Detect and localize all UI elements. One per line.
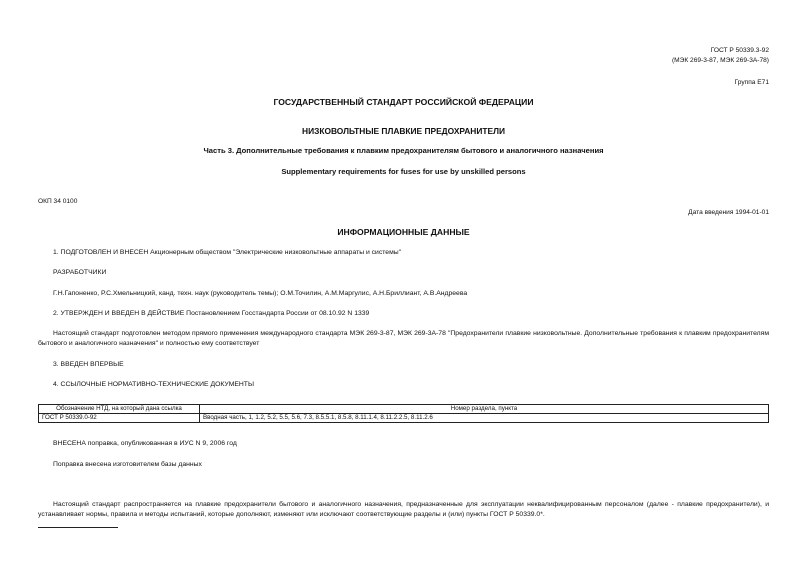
okp-code: ОКП 34 0100: [38, 198, 78, 205]
doc-number: ГОСТ Р 50339.3-92: [710, 47, 769, 54]
normative-references-heading: 4. ССЫЛОЧНЫЕ НОРМАТИВНО-ТЕХНИЧЕСКИЕ ДОКУМЕНТЫ: [53, 381, 254, 388]
footnote-divider: [38, 527, 118, 528]
amendment-notice: ВНЕСЕНА поправка, опубликованная в ИУС N 9, 2006 год: [53, 440, 237, 447]
english-title: Supplementary requirements for fuses for use by unskilled persons: [281, 167, 526, 176]
table-header-row: [39, 405, 769, 414]
state-standard-title: ГОСУДАРСТВЕННЫЙ СТАНДАРТ РОССИЙСКОЙ ФЕДЕРАЦИИ: [273, 97, 534, 107]
column-header-designation: Обозначение НТД, на который дана ссылка: [39, 405, 200, 414]
iec-references: (МЭК 269-3-87, МЭК 269-3А-78): [671, 57, 769, 64]
table-cell-section: Вводная часть, 1, 1.2, 5.2, 5.5, 5.6, 7.3, 8.5.5.1, 8.5.8, 8.11.1.4, 8.11.2.2.5, 8.11.2.6: [200, 414, 769, 423]
table-row: [39, 414, 769, 423]
document-main-title: НИЗКОВОЛЬТНЫЕ ПЛАВКИЕ ПРЕДОХРАНИТЕЛИ: [302, 126, 505, 136]
amendment-note: Поправка внесена изготовителем базы данных: [53, 461, 202, 468]
developers-heading: РАЗРАБОТЧИКИ: [53, 269, 107, 276]
column-header-section: Номер раздела, пункта: [200, 405, 769, 414]
approval-statement: 2. УТВЕРЖДЕН И ВВЕДЕН В ДЕЙСТВИЕ Постановлением Госстандарта России от 08.10.92 N 1339: [53, 310, 370, 317]
table-cell-designation: ГОСТ Р 50339.0-92: [39, 414, 200, 423]
scope-paragraph: Настоящий стандарт распространяется на плавкие предохранители бытового и аналогичного назначения, предназначенные для эксплуатации неквалифицированным персоналом (далее - плавкие предохранители), и устанавливает нормы, правила и методы испытаний, которые дополняют, изменяют или исключают соответствующие разделы и (или) пункты ГОСТ Р 50339.0*.: [38, 501, 769, 518]
prepared-by: 1. ПОДГОТОВЛЕН И ВНЕСЕН Акционерным обществом "Электрические низковольтные аппараты и системы": [53, 249, 402, 256]
info-heading: ИНФОРМАЦИОННЫЕ ДАННЫЕ: [337, 227, 470, 237]
direct-application-paragraph: Настоящий стандарт подготовлен методом прямого применения международного стандарта МЭК 269-3-87, МЭК 269-3А-78 "Предохранители плавкие низковольтные. Дополнительные требования к плавким предохранителям бытового и аналогичного назначения" и полностью ему соответствует: [38, 330, 769, 347]
classification-group: Группа Е71: [734, 79, 769, 86]
introduction-date: Дата введения 1994-01-01: [688, 209, 769, 216]
document-part-title: Часть 3. Дополнительные требования к плавким предохранителям бытового и аналогичного назначения: [203, 146, 604, 155]
first-introduced: 3. ВВЕДЕН ВПЕРВЫЕ: [53, 361, 124, 368]
references-table: [38, 404, 769, 423]
developers-list: Г.Н.Гапоненко, Р.С.Хмельницкий, канд. техн. наук (руководитель темы); О.М.Точилин, А.М.Маргулис, А.Н.Бриллиант, А.В.Андреева: [53, 290, 468, 297]
